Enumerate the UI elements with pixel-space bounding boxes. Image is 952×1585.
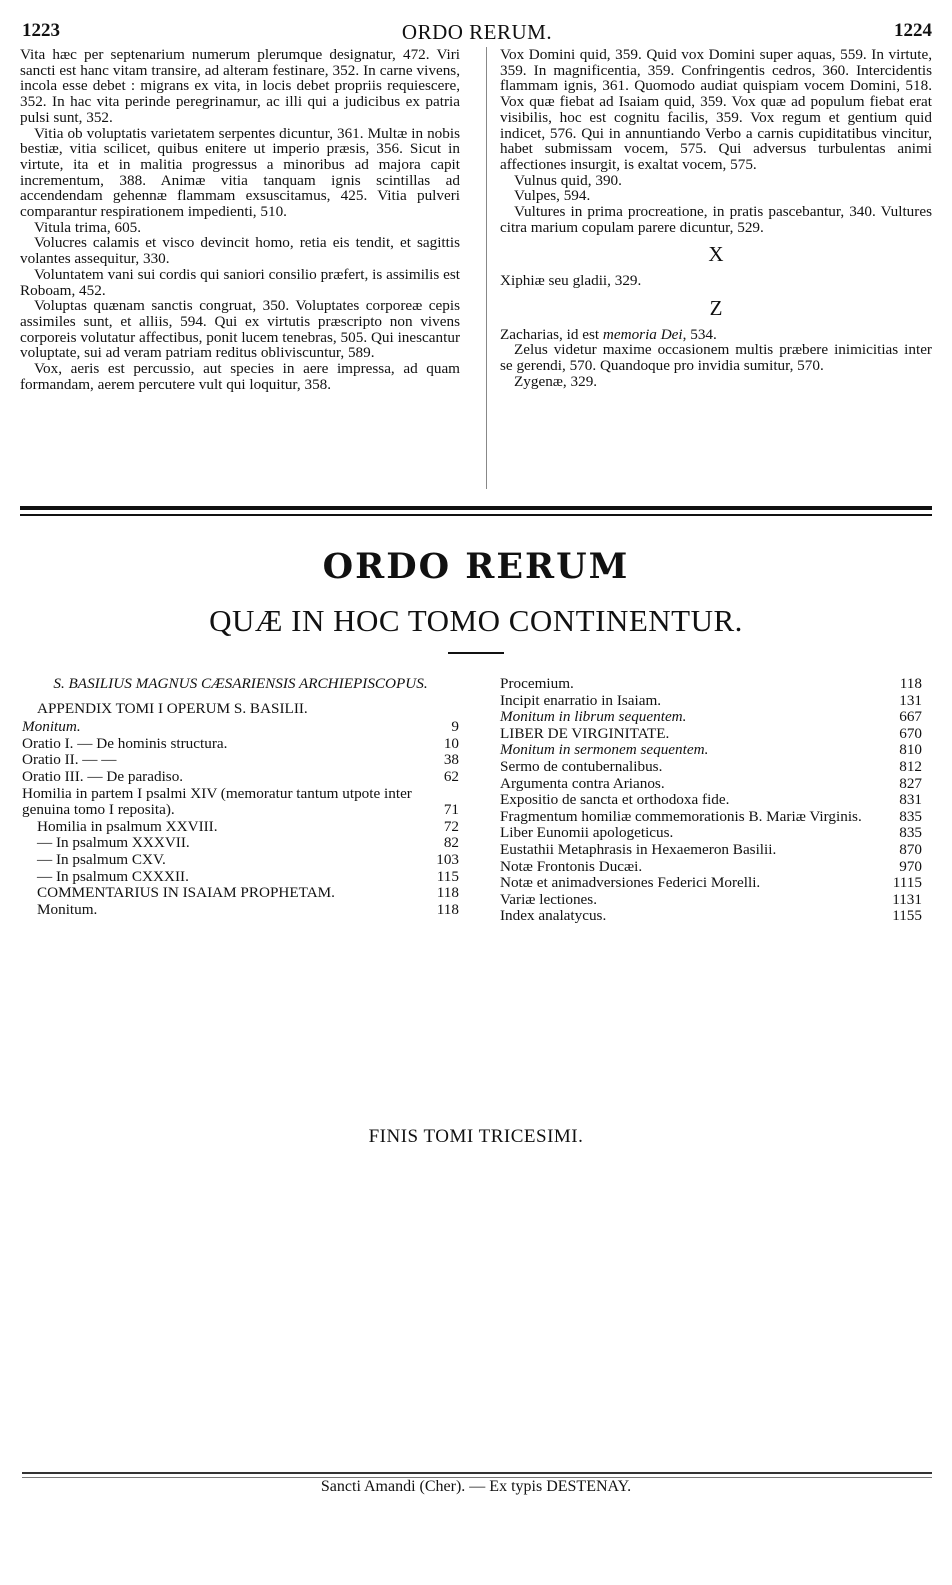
index-entry: Vultures in prima procreatione, in pratis pascebantur, 340. Vultures citra marium copulam parere dicuntur, 529. xyxy=(500,203,932,236)
index-entry: Zacharias, id est memoria Dei, 534. xyxy=(500,325,717,343)
section-divider xyxy=(20,506,932,516)
index-column-right xyxy=(500,47,932,389)
index-entry: Vitia ob voluptatis varietatem serpentes dicuntur, 361. Multæ in nobis bestiæ, vitia scilicet, quibus enitere ut imperio præsis, 356. Sicut in virtute, ita et in malitia progressus a minoribus ad majora capit incrementum, 388. Animæ vitia tanquam ignis scintillas ad accendendam gehennæ flammam exsuscitamus, 425. Vitia pulveri comparantur respirationem impedienti, 510. xyxy=(20,124,460,221)
contents-row: Homilia in psalmum XXVIII. 72 xyxy=(37,817,459,835)
contents-row: Oratio I. — De hominis structura. 10 xyxy=(22,734,459,752)
footer-divider xyxy=(22,1472,932,1478)
index-entry: Xiphiæ seu gladii, 329. xyxy=(500,272,642,290)
contents-row: COMMENTARIUS IN ISAIAM PROPHETAM. 118 xyxy=(37,884,459,902)
contents-row: Monitum in sermonem sequentem. 810 xyxy=(500,741,922,759)
running-title: ORDO RERUM. xyxy=(401,20,553,44)
contents-column-right xyxy=(500,676,922,925)
column-divider xyxy=(486,47,487,489)
index-letter-heading: X xyxy=(708,242,724,267)
contents-row: Liber Eunomii apologeticus. 835 xyxy=(500,824,922,842)
index-entry: Zygenæ, 329. xyxy=(514,372,598,390)
contents-row: Procemium. 118 xyxy=(500,675,922,692)
contents-row: Monitum. 9 xyxy=(22,718,459,736)
index-letter-heading: Z xyxy=(709,295,723,320)
index-entry: Voluptas quænam sanctis congruat, 350. Voluptates corporeæ cepis assimiles sunt, et alliis, 594. Qui ex virtutis præscripto non vivens corporeis volutatur affectibus, ponit lucem tenebras, 505. Qui inescantur voluptate, sui ad veram patriam reditus obliviscuntur, 589. xyxy=(20,297,460,362)
contents-row: — In psalmum CXV. 103 xyxy=(37,850,459,868)
contents-row: Index analatycus. 1155 xyxy=(500,907,922,925)
contents-row: — In psalmum XXXVII. 82 xyxy=(37,834,459,852)
index-entry: Voluntatem vani sui cordis qui saniori consilio præfert, is assimilis est Roboam, 452. xyxy=(20,265,460,299)
contents-column-left xyxy=(22,676,459,918)
author-heading: S. BASILIUS MAGNUS CÆSARIENSIS ARCHIEPISCOPUS. xyxy=(53,675,428,692)
contents-row: Eustathii Metaphrasis in Hexaemeron Basilii. 870 xyxy=(500,840,922,858)
contents-row: Oratio II. — — 38 xyxy=(22,751,459,769)
index-column-left xyxy=(20,47,460,392)
index-entry: Volucres calamis et visco devincit homo, retia eis tendit, et sagittis volantes assequitur, 330. xyxy=(20,234,460,268)
contents-row: Sermo de contubernalibus. 812 xyxy=(500,757,922,775)
contents-row: Expositio de sancta et orthodoxa fide. 831 xyxy=(500,791,922,809)
subject-index xyxy=(20,47,932,489)
index-entry: Vita hæc per septenarium numerum plerumque designatur, 472. Viri sancti est hanc vitam transire, ad alteram festinare, 352. In carne vivens, incola esse debet : migrans ex vita, in locis debet propriis requiescere, 352. In hac vita perinde peregrinamur, ac illi qui a judicibus ex patria pulsi sunt, 352. xyxy=(20,46,460,126)
section-title: ORDO RERUM xyxy=(322,546,630,587)
contents-row: — In psalmum CXXXII. 115 xyxy=(37,867,459,885)
page-header xyxy=(22,20,932,48)
contents-row: Notæ Frontonis Ducæi. 970 xyxy=(500,857,922,875)
contents-row: Argumenta contra Arianos. 827 xyxy=(500,774,922,792)
page-number-left: 1223 xyxy=(22,20,60,41)
index-entry: Vox, aeris est percussio, aut species in aere impressa, ad quam formandam, aerem percutere vult qui loquitur, 358. xyxy=(20,360,460,393)
contents-row: Variæ lectiones. 1131 xyxy=(500,890,922,908)
index-entry: Vitula trima, 605. xyxy=(34,218,142,236)
contents-row: LIBER DE VIRGINITATE. 670 xyxy=(500,724,922,742)
index-entry: Vulpes, 594. xyxy=(514,187,591,205)
index-entry: Vulnus quid, 390. xyxy=(514,171,622,189)
contents-row: Homilia in partem I psalmi XIV (memoratur tantum utpote inter genuina tomo I reposita). 71 xyxy=(22,784,459,819)
contents-row: Oratio III. — De paradiso. 62 xyxy=(22,767,459,785)
contents-row: Monitum. 118 xyxy=(37,900,459,918)
page-number-right: 1224 xyxy=(894,20,932,41)
finis-line: FINIS TOMI TRICESIMI. xyxy=(368,1126,584,1147)
printer-imprint: Sancti Amandi (Cher). — Ex typis DESTENAY. xyxy=(320,1478,632,1495)
contents-row: Incipit enarratio in Isaiam. 131 xyxy=(500,691,922,709)
index-entry: Vox Domini quid, 359. Quid vox Domini super aquas, 559. In virtute, 359. In magnificentia, 359. Confringentis cedros, 360. Intercidentis flammam ignis, 361. Quomodo audiat quispiam vocem Domini, 518. Vox quæ fiebat ad Isaiam quid, 359. Vox quæ ad populum fiebat erat visibilis, hoc est cognitu facilis, 359. Vox regum et gentium quid indicet, 576. Qui in annuntiando Verbo a carnis cupiditatibus vincitur, habet submissam vocem, 575. Qui adversus turbulentas animi affectiones insurgit, is exaltat vocem, 575. xyxy=(500,46,932,173)
section-subtitle: QUÆ IN HOC TOMO CONTINENTUR. xyxy=(209,603,743,638)
title-rule xyxy=(448,652,504,654)
contents-row: Monitum in librum sequentem. 667 xyxy=(500,708,922,726)
contents-row: Fragmentum homiliæ commemorationis B. Mariæ Virginis. 835 xyxy=(500,807,922,825)
appendix-heading: APPENDIX TOMI I OPERUM S. BASILII. xyxy=(37,699,308,717)
contents-row: Notæ et animadversiones Federici Morelli. 1115 xyxy=(500,874,922,892)
index-entry: Zelus videtur maxime occasionem multis præbere inimicitias inter se gerendi, 570. Quandoque pro invidia sumitur, 570. xyxy=(500,341,932,374)
